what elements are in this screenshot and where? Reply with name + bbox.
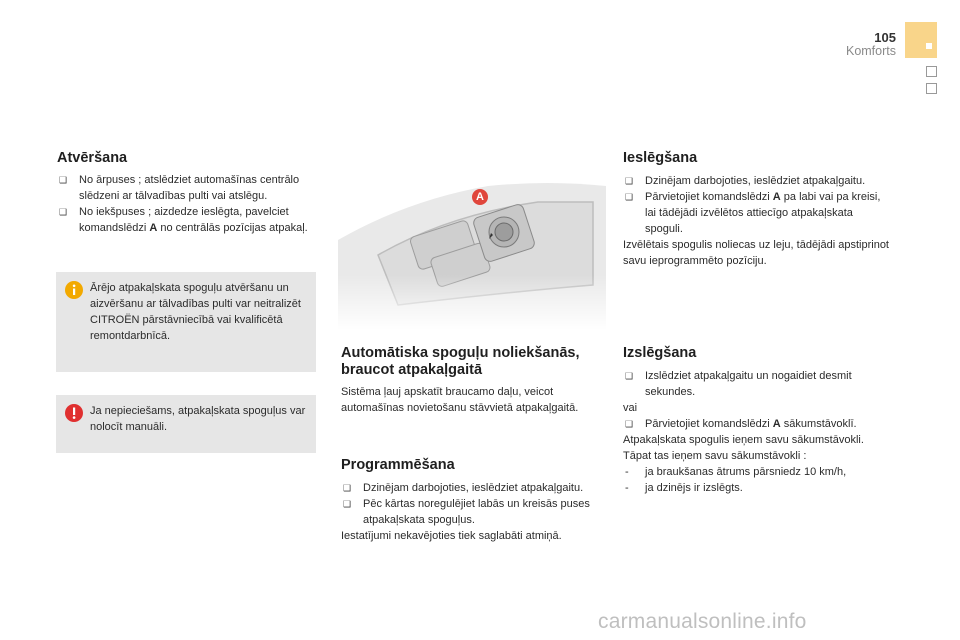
section-title-activation: Ieslēgšana — [623, 150, 698, 166]
programming-footer: Iestatījumi nekavējoties tiek saglabāti atmiņā. — [341, 530, 562, 542]
list-item: ❑ No iekšpuses ; aizdedze ieslēgta, pavelciet komandslēdzi A no centrālās pozīcijas atpakaļ. — [59, 206, 308, 234]
opening-list — [57, 172, 322, 236]
bullet-icon: ❑ — [59, 175, 68, 185]
or-text: vai — [623, 402, 638, 414]
tab-marker — [926, 43, 932, 49]
list-item: - ja braukšanas ātrums pārsniedz 10 km/h, — [625, 466, 847, 478]
info-note-text: Ārējo atpakaļskata spoguļu atvēršanu un aizvēršanu ar tālvadības pulti var neitralizēt CITROËN pārstāvniecībā vai kvalificētā remontdarbnīcā. — [90, 282, 301, 342]
activation-footer: Izvēlētais spogulis noliecas uz leju, tādējādi apstiprinot savu ieprogrammēto pozīciju. — [623, 239, 889, 267]
list-item: ❑ Pēc kārtas noregulējiet labās un kreisās puses atpakaļskata spoguļus. — [343, 498, 590, 526]
list-item: ❑ Izslēdziet atpakaļgaitu un nogaidiet desmit sekundes. — [625, 370, 852, 398]
bullet-icon: ❑ — [625, 176, 634, 186]
warning-note-text: Ja nepieciešams, atpakaļskata spoguļus var nolocīt manuāli. — [90, 405, 306, 433]
bullet-icon: ❑ — [343, 483, 352, 493]
deactivation-list — [623, 368, 898, 496]
checkbox-square-1 — [926, 66, 937, 77]
watermark: carmanualsonline.info — [598, 610, 807, 633]
chapter-title: Komforts — [845, 44, 896, 58]
section-title-deactivation: Izslēgšana — [623, 345, 697, 361]
bullet-icon: ❑ — [343, 499, 352, 509]
auto-tilt-text: Sistēma ļauj apskatīt braucamo daļu, veicot automašīnas novietošanu stāvvietā atpakaļgaitā. — [341, 386, 579, 414]
bullet-icon: ❑ — [625, 192, 634, 202]
figure-label-a: A — [472, 189, 488, 205]
warning-note — [56, 395, 316, 453]
list-item: ❑ Dzinējam darbojoties, ieslēdziet atpakaļgaitu. — [343, 482, 584, 494]
section-title-programming: Programmēšana — [341, 457, 455, 473]
deactivation-text-1: Atpakaļskata spogulis ieņem savu sākumstāvokli. — [623, 434, 864, 446]
list-item: ❑ Pārvietojiet komandslēdzi A sākumstāvoklī. — [625, 418, 857, 430]
bullet-icon: ❑ — [625, 419, 634, 429]
chapter-tab — [905, 22, 937, 58]
list-item: ❑ Pārvietojiet komandslēdzi A pa labi vai pa kreisi, lai tādējādi izvēlētos attiecīgo atpakaļskata spoguli. — [625, 191, 881, 235]
bullet-icon: ❑ — [59, 207, 68, 217]
deactivation-text-2: Tāpat tas ieņem savu sākumstāvokli : — [623, 450, 807, 462]
page-number: 105 — [874, 30, 896, 45]
info-icon — [65, 281, 83, 304]
list-item: ❑ Dzinējam darbojoties, ieslēdziet atpakaļgaitu. — [625, 175, 866, 187]
activation-list — [623, 173, 893, 269]
section-title-opening: Atvēršana — [57, 150, 128, 166]
programming-list — [341, 480, 603, 544]
checkbox-square-2 — [926, 83, 937, 94]
list-item: ❑ No ārpuses ; atslēdziet automašīnas centrālo slēdzeni ar tālvadības pulti vai atslēgu. — [59, 174, 300, 202]
info-note — [56, 272, 316, 372]
warning-icon — [65, 404, 83, 427]
mirror-switch-figure — [338, 180, 606, 330]
section-title-auto-tilt: Automātiska spoguļu noliekšanās, braucot atpakaļgaitā — [341, 345, 580, 378]
bullet-icon: ❑ — [625, 371, 634, 381]
list-item: - ja dzinējs ir izslēgts. — [625, 482, 743, 494]
